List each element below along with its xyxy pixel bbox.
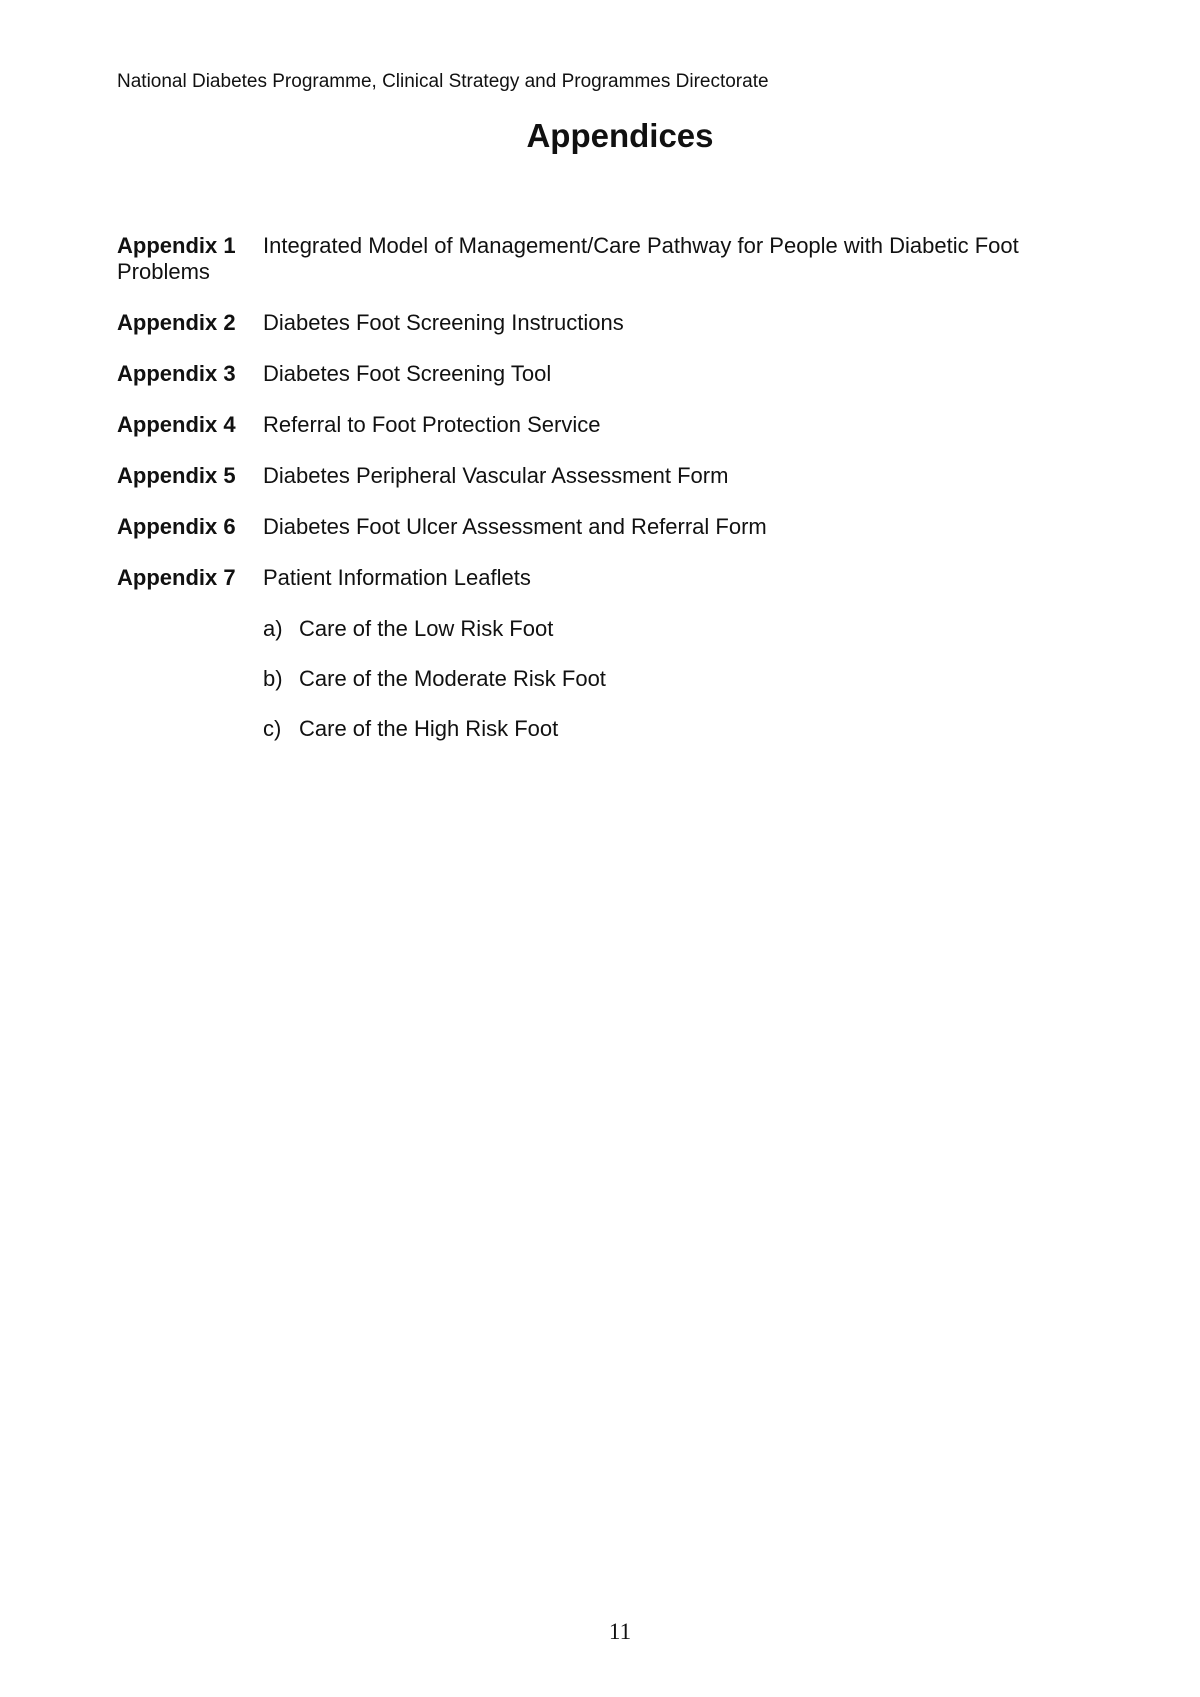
leaflet-title: Care of the Moderate Risk Foot xyxy=(299,666,606,691)
appendix-entry-5 xyxy=(117,463,1077,489)
appendix-label: Appendix 2 xyxy=(117,310,236,335)
appendix-title: Referral to Foot Protection Service xyxy=(263,412,601,437)
page-title: Appendices xyxy=(526,117,714,154)
leaflet-item-b xyxy=(263,666,1077,692)
appendix-label: Appendix 1 xyxy=(117,233,236,258)
appendix-entry-2 xyxy=(117,310,1077,336)
appendix-label: Appendix 4 xyxy=(117,412,236,437)
appendix-label: Appendix 6 xyxy=(117,514,236,539)
leaflet-title: Care of the High Risk Foot xyxy=(299,716,559,741)
appendix-entry-3 xyxy=(117,361,1077,387)
leaflet-marker: c) xyxy=(263,716,282,741)
appendix-entry-1 xyxy=(117,233,1077,285)
leaflet-list xyxy=(263,616,1077,742)
appendix-title: Diabetes Peripheral Vascular Assessment Form xyxy=(263,463,729,488)
appendix-title: Integrated Model of Management/Care Pathway for People with Diabetic Foot Problems xyxy=(117,233,1019,284)
leaflet-title: Care of the Low Risk Foot xyxy=(299,616,554,641)
appendix-entry-6 xyxy=(117,514,1077,540)
appendix-entry-7 xyxy=(117,565,1077,742)
appendix-entry-4 xyxy=(117,412,1077,438)
appendix-label: Appendix 3 xyxy=(117,361,236,386)
appendix-title: Diabetes Foot Screening Tool xyxy=(263,361,552,386)
appendix-title: Diabetes Foot Screening Instructions xyxy=(263,310,624,335)
appendix-title: Diabetes Foot Ulcer Assessment and Referral Form xyxy=(263,514,767,539)
leaflet-marker: a) xyxy=(263,616,283,641)
appendix-list xyxy=(117,233,1077,767)
leaflet-item-c xyxy=(263,716,1077,742)
leaflet-marker: b) xyxy=(263,666,283,691)
appendix-label: Appendix 7 xyxy=(117,565,236,590)
appendix-title: Patient Information Leaflets xyxy=(263,565,531,590)
leaflet-item-a xyxy=(263,616,1077,642)
page-number: 11 xyxy=(608,1619,632,1644)
appendix-label: Appendix 5 xyxy=(117,463,236,488)
running-header: National Diabetes Programme, Clinical Strategy and Programmes Directorate xyxy=(117,71,769,92)
